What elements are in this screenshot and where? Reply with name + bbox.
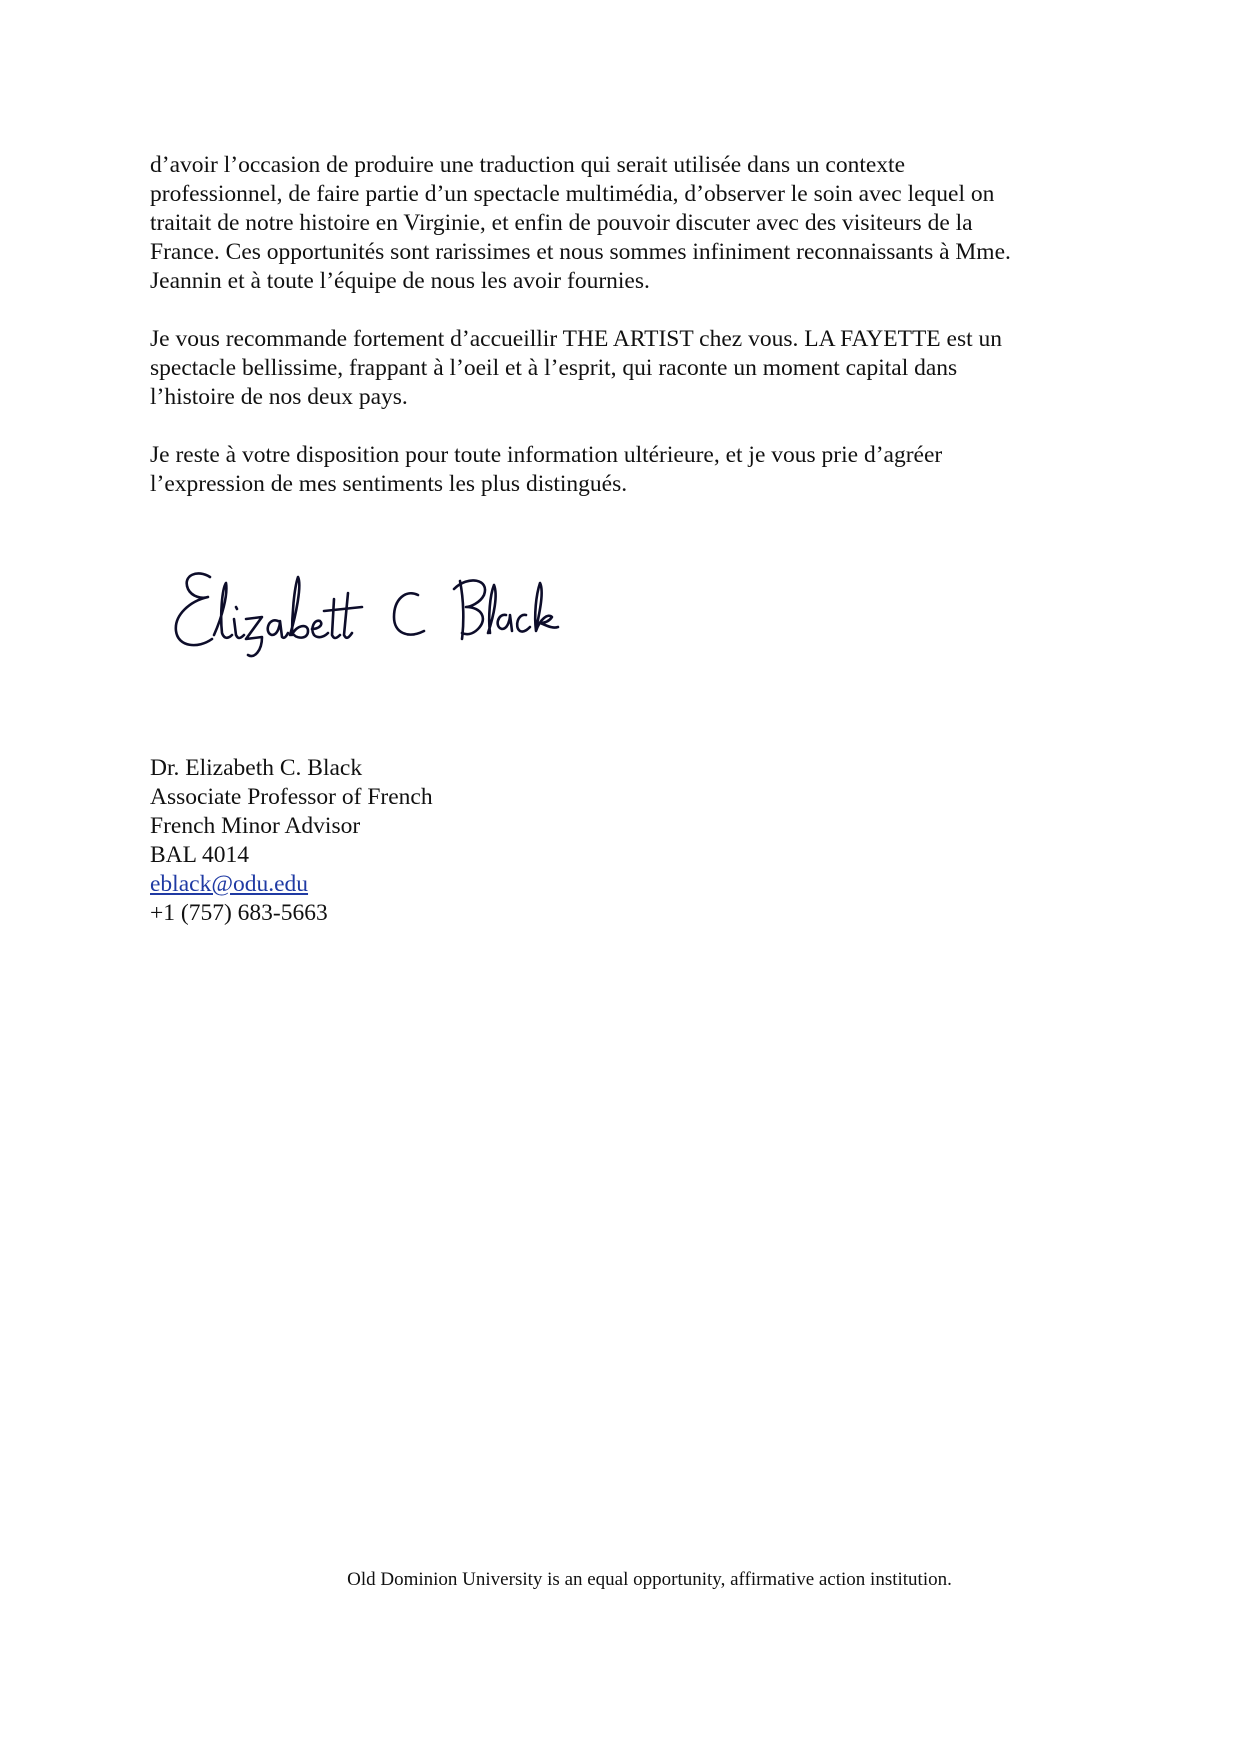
body-line: l’histoire de nos deux pays. [150, 384, 408, 410]
body-line: Je reste à votre disposition pour toute information ultérieure, et je vous prie d’agréer [150, 442, 943, 468]
paragraph-3 [150, 441, 1080, 499]
handwritten-signature [168, 555, 598, 670]
body-line: Jeannin et à toute l’équipe de nous les avoir fournies. [150, 268, 650, 294]
body-line: professionnel, de faire partie d’un spectacle multimédia, d’observer le soin avec lequel on [150, 181, 995, 207]
footer-text: Old Dominion University is an equal opportunity, affirmative action institution. [347, 1569, 952, 1590]
email-link[interactable]: eblack@odu.edu [150, 871, 309, 897]
signer-role: French Minor Advisor [150, 813, 361, 839]
signature-block [150, 754, 433, 928]
signature-image [168, 555, 598, 670]
body-line: France. Ces opportunités sont rarissimes et nous sommes infiniment reconnaissants à Mme. [150, 239, 1011, 265]
body-line: l’expression de mes sentiments les plus distingués. [150, 471, 628, 497]
footer [0, 1568, 1239, 1592]
paragraph-2 [150, 325, 1080, 412]
signer-phone: +1 (757) 683-5663 [150, 900, 328, 926]
signer-email-line [150, 870, 433, 899]
signer-title: Associate Professor of French [150, 784, 433, 810]
body-line: traitait de notre histoire en Virginie, et enfin de pouvoir discuter avec des visiteurs de la [150, 210, 973, 236]
body-line: spectacle bellissime, frappant à l’oeil et à l’esprit, qui raconte un moment capital dans [150, 355, 958, 381]
signer-office: BAL 4014 [150, 842, 250, 868]
signer-name: Dr. Elizabeth C. Black [150, 755, 363, 781]
body-line: Je vous recommande fortement d’accueillir THE ARTIST chez vous. LA FAYETTE est un [150, 326, 1003, 352]
letter-body [150, 151, 1080, 528]
body-line: d’avoir l’occasion de produire une traduction qui serait utilisée dans un contexte [150, 152, 906, 178]
paragraph-1 [150, 151, 1080, 296]
